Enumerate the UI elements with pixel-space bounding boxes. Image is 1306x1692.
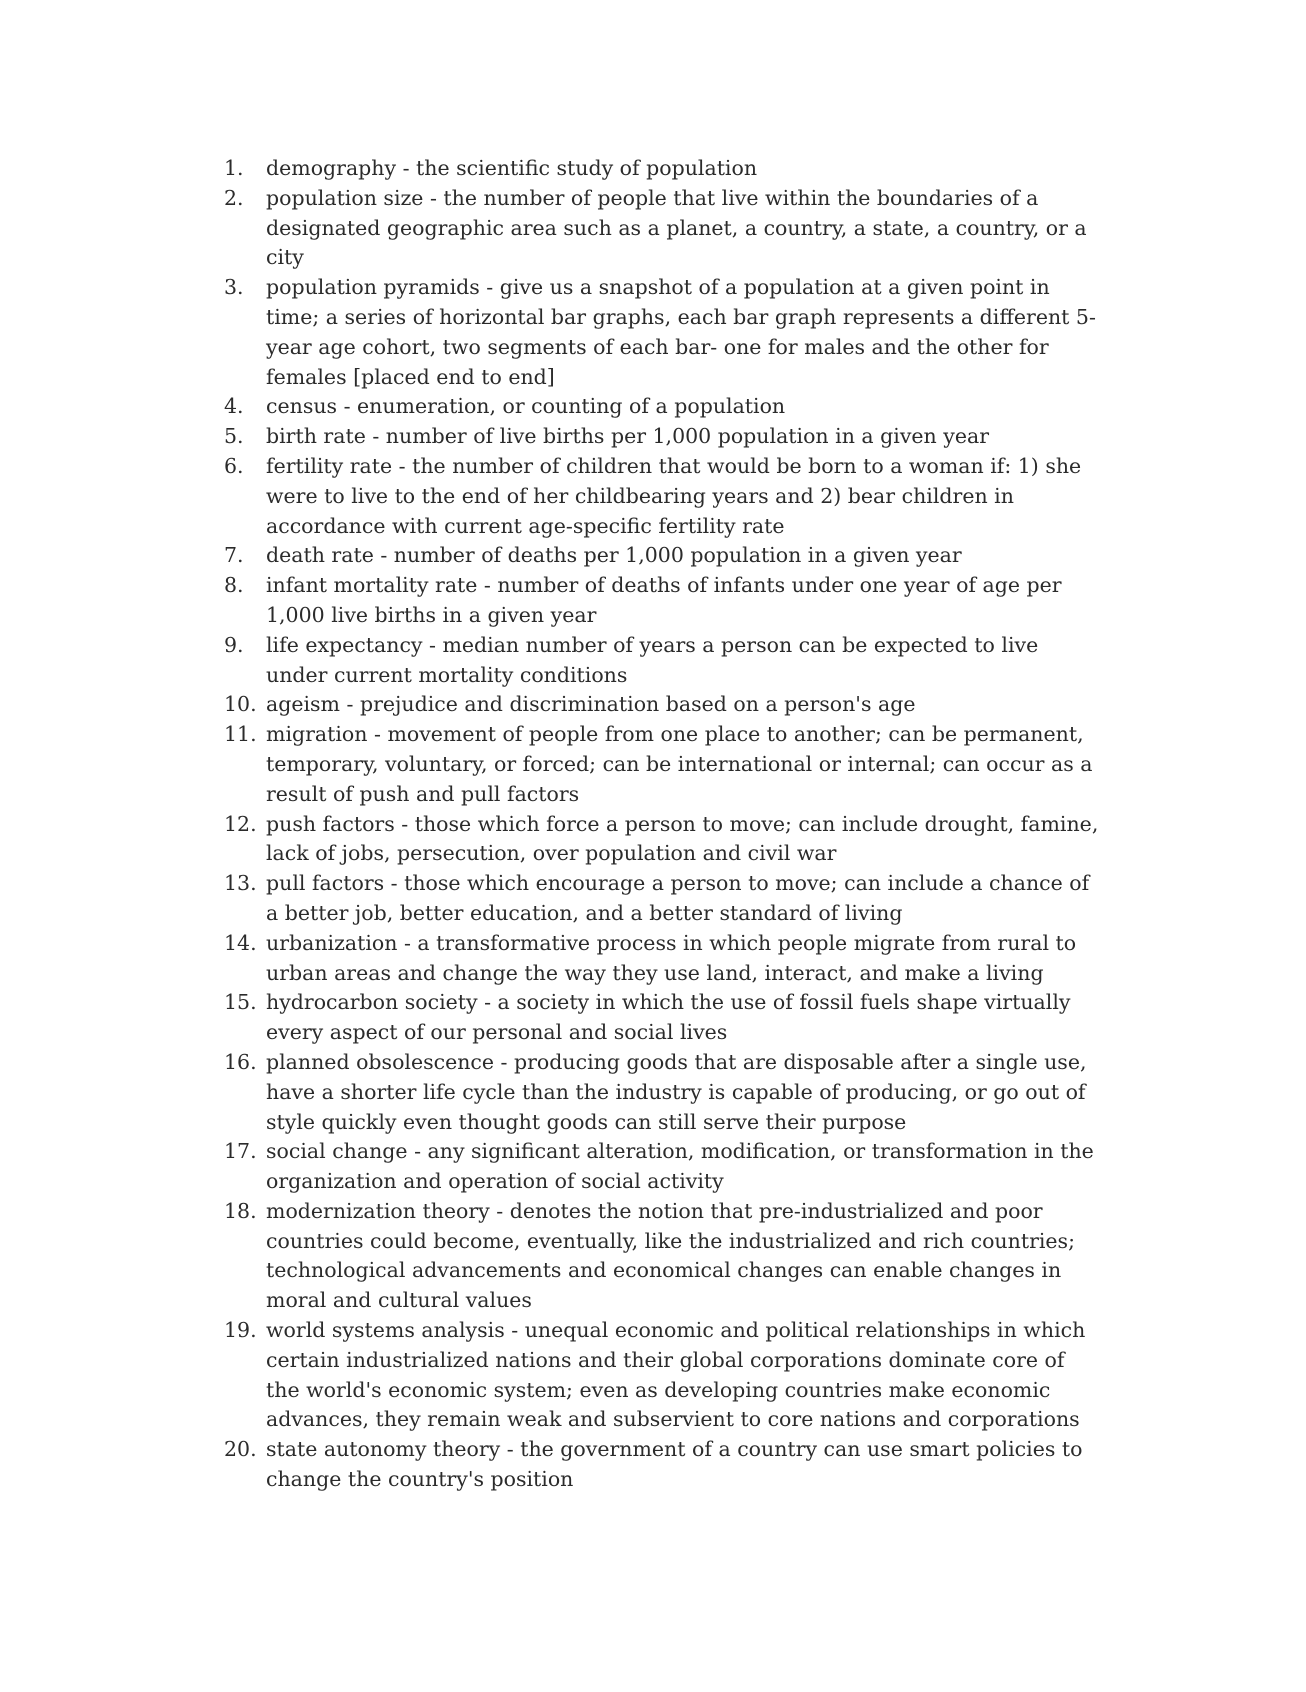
item-text: infant mortality rate - number of deaths of infants under one year of age per 1,000 live births in a given year [266,573,1062,627]
item-text: birth rate - number of live births per 1,000 population in a given year [266,424,990,449]
list-item [224,810,1104,870]
list-item [224,541,1104,571]
item-number: 17. [224,1139,257,1164]
item-text: death rate - number of deaths per 1,000 population in a given year [266,543,962,568]
item-text: population pyramids - give us a snapshot of a population at a given point in time; a series of horizontal bar graphs, each bar graph represents a different 5-year age cohort, two segments of each bar- one for males and the other for females [placed end to end] [266,275,1096,389]
list-item [224,631,1104,691]
list-item [224,1316,1104,1435]
list-item [224,869,1104,929]
list-item [224,392,1104,422]
item-number: 11. [224,722,257,747]
list-item [224,273,1104,392]
item-text: hydrocarbon society - a society in which the use of fossil fuels shape virtually every aspect of our personal and social lives [266,990,1071,1045]
item-text: push factors - those which force a person to move; can include drought, famine, lack of jobs, persecution, over population and civil war [266,811,1099,866]
item-number: 9. [224,632,244,657]
item-number: 14. [224,930,257,955]
glossary-list [224,154,1104,1495]
item-text: planned obsolescence - producing goods that are disposable after a single use, have a shorter life cycle than the industry is capable of producing, or go out of style quickly even thought goods can still serve their purpose [266,1049,1087,1134]
list-item [224,720,1104,809]
item-number: 13. [224,871,257,896]
item-text: world systems analysis - unequal economic and political relationships in which certain industrialized nations and their global corporations dominate core of the world's economic system; even as developing countries make economic advances, they remain weak and subservient to core nations and corporations [266,1318,1086,1432]
item-text: ageism - prejudice and discrimination based on a person's age [266,692,916,717]
list-item [224,1197,1104,1316]
item-text: urbanization - a transformative process in which people migrate from rural to urban areas and change the way they use land, interact, and make a living [266,930,1077,985]
list-item [224,571,1104,631]
item-text: state autonomy theory - the government of a country can use smart policies to change the country's position [266,1437,1083,1492]
list-item [224,1435,1104,1495]
item-number: 3. [224,275,244,300]
item-number: 19. [224,1318,257,1343]
list-item [224,1137,1104,1197]
item-number: 16. [224,1049,257,1074]
item-number: 6. [224,453,244,478]
list-item [224,154,1104,184]
item-number: 1. [224,156,244,180]
item-text: modernization theory - denotes the notion that pre-industrialized and poor countries could become, eventually, like the industrialized and rich countries; technological advancements and economical changes can enable changes in moral and cultural values [266,1198,1075,1313]
item-number: 18. [224,1198,257,1223]
list-item [224,452,1104,541]
item-number: 15. [224,990,257,1015]
item-text: population size - the number of people that live within the boundaries of a designated geographic area such as a planet, a country, a state, a country, or a city [266,185,1087,270]
item-number: 12. [224,811,257,836]
item-text: demography - the scientific study of population [266,156,758,180]
list-item [224,690,1104,720]
list-item [224,988,1104,1048]
list-item [224,184,1104,273]
item-text: fertility rate - the number of children that would be born to a woman if: 1) she were to live to the end of her childbearing years and 2) bear children in accordance with current age-specific fertility rate [266,453,1082,538]
item-text: migration - movement of people from one place to another; can be permanent, temporary, voluntary, or forced; can be international or internal; can occur as a result of push and pull factors [266,722,1093,806]
list-item [224,1048,1104,1137]
item-number: 10. [224,692,257,717]
item-number: 20. [224,1437,257,1462]
item-number: 8. [224,573,244,598]
list-item [224,422,1104,452]
item-number: 4. [224,394,244,419]
item-text: pull factors - those which encourage a person to move; can include a chance of a better job, better education, and a better standard of living [266,871,1090,925]
item-number: 7. [224,543,244,568]
item-number: 5. [224,424,244,449]
list-item [224,929,1104,989]
item-number: 2. [224,185,244,210]
item-text: social change - any significant alteration, modification, or transformation in the organization and operation of social activity [266,1139,1094,1194]
item-text: life expectancy - median number of years a person can be expected to live under current mortality conditions [266,632,1039,687]
item-text: census - enumeration, or counting of a population [266,394,786,419]
